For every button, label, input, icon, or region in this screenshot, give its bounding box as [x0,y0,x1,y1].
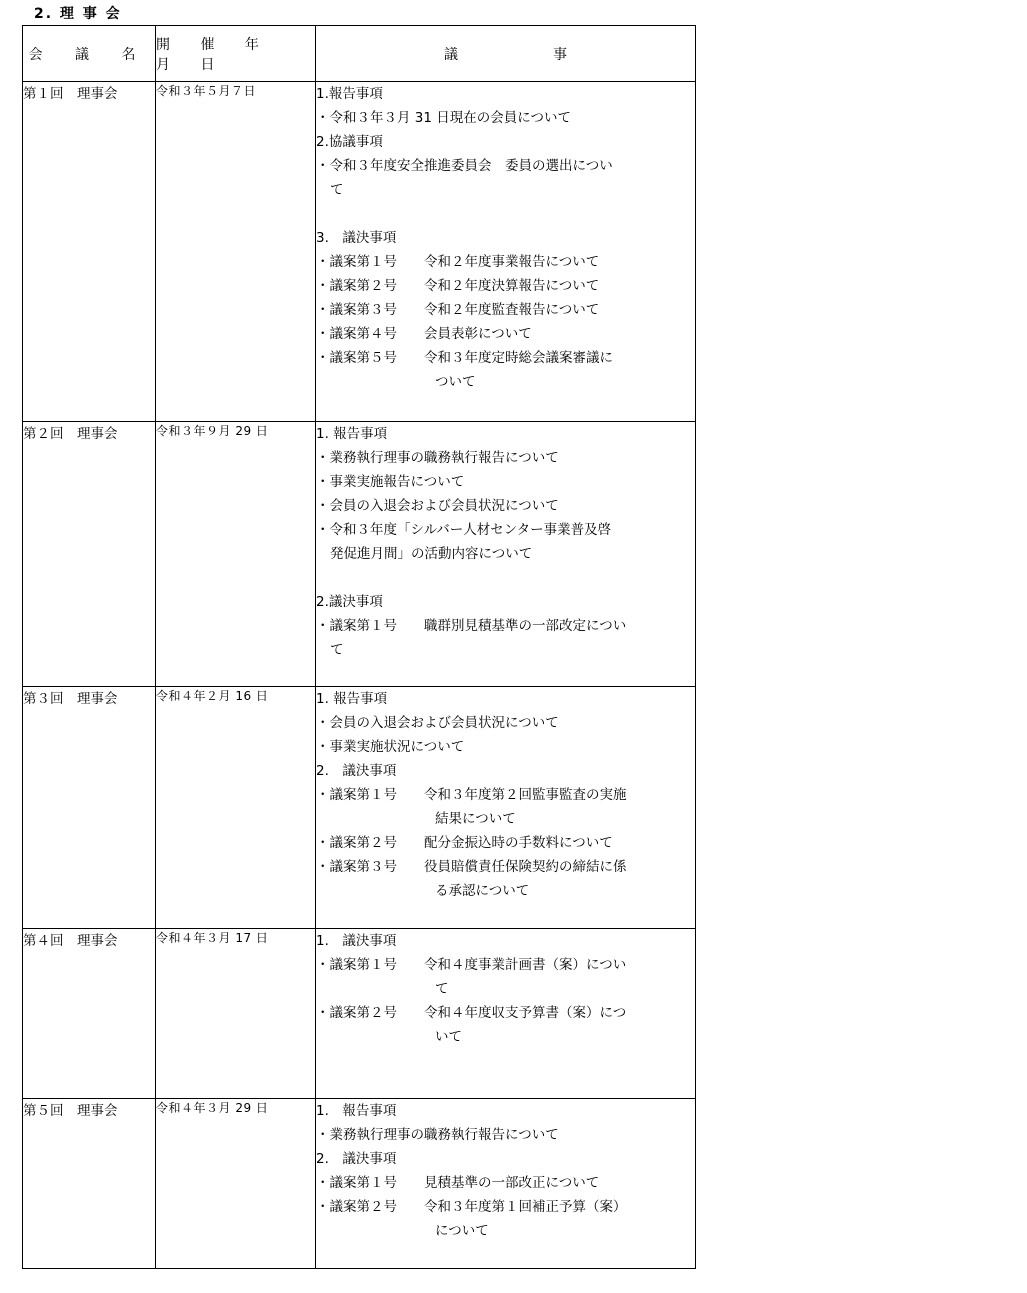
meeting-agenda [316,422,696,687]
resolution-number: ・議案第１号 [316,957,397,973]
agenda-line: 1. 報告事項 [316,691,388,707]
agenda-line: 1. 報告事項 [316,1103,397,1119]
resolution-title: 令和３年度定時総会議案審議に [424,350,613,366]
resolution-number: ・議案第１号 [316,787,397,803]
resolution-number: ・議案第２号 [316,1199,397,1215]
table-row [23,1099,696,1269]
agenda-line: ・会員の入退会および会員状況について [316,498,559,514]
resolution-number: ・議案第５号 [316,350,397,366]
agenda-resolution-item [316,1171,695,1195]
agenda-resolution-item [316,1195,695,1219]
agenda-line: 3. 議決事項 [316,230,397,246]
meeting-agenda [316,687,696,929]
agenda-line: る承認について [435,883,530,899]
agenda-line: て [330,642,344,658]
agenda-line: ついて [435,374,476,390]
resolution-number: ・議案第２号 [316,278,397,294]
meeting-name: 第３回 理事会 [23,687,156,929]
resolution-title: 令和２年度事業報告について [424,254,600,270]
resolution-number: ・議案第２号 [316,1005,397,1021]
header-agenda-char-1: 議 [444,46,458,63]
section-title: 2. 理 事 会 [34,6,122,22]
agenda-line: ・令和３年３月 31 日現在の会員について [316,110,571,126]
agenda-resolution-item [316,250,695,274]
resolution-number: ・議案第１号 [316,254,397,270]
resolution-number: ・議案第４号 [316,326,397,342]
resolution-title: 令和４年度収支予算書（案）につ [424,1005,627,1021]
agenda-line: ・業務執行理事の職務執行報告について [316,1127,559,1143]
agenda-line: ・令和３年度安全推進委員会 委員の選出につい [316,158,613,174]
agenda-line: て [330,182,344,198]
resolution-number: ・議案第３号 [316,859,397,875]
meeting-name: 第４回 理事会 [23,929,156,1099]
table-header-row [23,26,696,82]
agenda-resolution-item [316,346,695,370]
resolution-number: ・議案第１号 [316,618,397,634]
agenda-resolution-item [316,274,695,298]
meeting-agenda [316,929,696,1099]
agenda-line: ・会員の入退会および会員状況について [316,715,559,731]
agenda-resolution-item [316,783,695,807]
resolution-title: 令和４度事業計画書（案）につい [424,957,627,973]
agenda-line: て [435,981,449,997]
agenda-resolution-item [316,298,695,322]
agenda-spacer [316,202,695,226]
resolution-number: ・議案第２号 [316,835,397,851]
resolution-title: 配分金振込時の手数料について [424,835,613,851]
resolution-number: ・議案第３号 [316,302,397,318]
agenda-spacer [316,566,695,590]
agenda-line: いて [435,1029,462,1045]
agenda-line: 2. 議決事項 [316,1151,397,1167]
header-meeting-name: 会 議 名 [23,26,156,82]
meeting-agenda [316,82,696,422]
table-row [23,929,696,1099]
header-meeting-date: 開 催 年 月 日 [156,26,316,82]
resolution-number: ・議案第１号 [316,1175,397,1191]
agenda-line: 1. 議決事項 [316,933,397,949]
meeting-agenda [316,1099,696,1269]
meeting-date: 令和３年９月 29 日 [156,422,316,687]
agenda-line: 2.協議事項 [316,134,383,150]
resolution-title: 会員表彰について [424,326,532,342]
meeting-date: 令和４年３月 29 日 [156,1099,316,1269]
resolution-title: 見積基準の一部改正について [424,1175,600,1191]
agenda-resolution-item [316,322,695,346]
agenda-line: ・令和３年度「シルバー人材センター事業普及啓 [316,522,612,538]
table-row [23,422,696,687]
agenda-resolution-item [316,614,695,638]
meeting-date: 令和４年３月 17 日 [156,929,316,1099]
meeting-date: 令和４年２月 16 日 [156,687,316,929]
resolution-title: 令和３年度第１回補正予算（案） [424,1199,627,1215]
resolution-title: 令和３年度第２回監事監査の実施 [424,787,627,803]
agenda-resolution-item [316,953,695,977]
board-meetings-table [22,25,696,1269]
meeting-name: 第１回 理事会 [23,82,156,422]
agenda-line: 1.報告事項 [316,86,383,102]
table-row [23,82,696,422]
agenda-line: ・事業実施報告について [316,474,465,490]
agenda-line: 2. 議決事項 [316,763,397,779]
agenda-line: 発促進月間」の活動内容について [330,546,533,562]
header-agenda [316,26,696,82]
agenda-line: 2.議決事項 [316,594,383,610]
resolution-title: 役員賠償責任保険契約の締結に係 [424,859,627,875]
meeting-date: 令和３年５月７日 [156,82,316,422]
agenda-line: ・事業実施状況について [316,739,465,755]
resolution-title: 令和２年度監査報告について [424,302,600,318]
agenda-resolution-item [316,831,695,855]
resolution-title: 職群別見積基準の一部改定につい [424,618,627,634]
agenda-line: 結果について [435,811,516,827]
header-agenda-char-2: 事 [553,46,567,63]
table-row [23,687,696,929]
agenda-resolution-item [316,1001,695,1025]
meeting-name: 第２回 理事会 [23,422,156,687]
agenda-resolution-item [316,855,695,879]
table-body [23,82,696,1269]
meeting-name: 第５回 理事会 [23,1099,156,1269]
agenda-line: ・業務執行理事の職務執行報告について [316,450,559,466]
resolution-title: 令和２年度決算報告について [424,278,600,294]
agenda-line: について [435,1223,489,1239]
agenda-line: 1. 報告事項 [316,426,388,442]
